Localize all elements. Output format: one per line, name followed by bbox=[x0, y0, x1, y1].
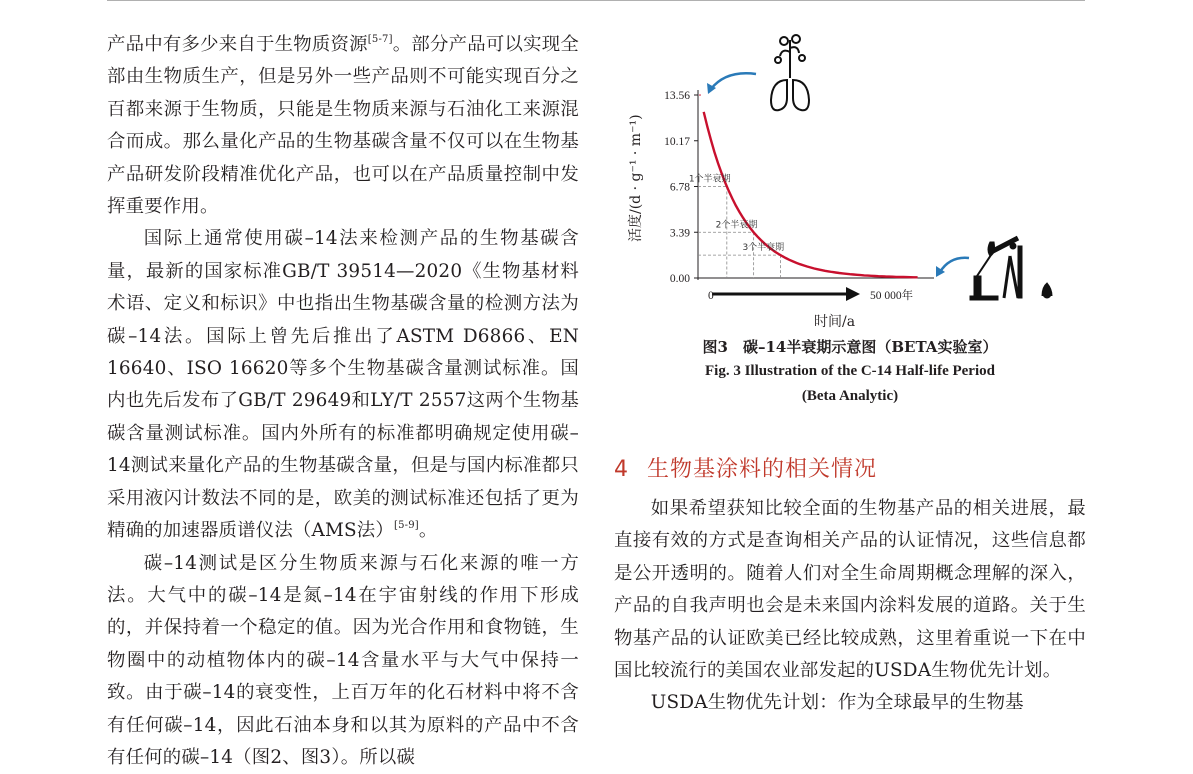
data-point bbox=[833, 271, 835, 273]
left-column bbox=[107, 29, 579, 774]
data-point bbox=[780, 254, 782, 256]
x-tick-label: 0 bbox=[708, 290, 714, 302]
data-point bbox=[914, 276, 916, 278]
figure-3 bbox=[614, 32, 1086, 432]
y-tick-label: 13.56 bbox=[664, 90, 690, 102]
text-segment: 如果希望获知比较全面的生物基产品的相关进展，最直接有效的方式是查询相关产品的认证情况，这些信息都是公开透明的。随着人们对全生命周期概念理解的深入，产品的自我声明也会是未来国内涂料发展的道路。关于生物基产品的认证欧美已经比较成熟，这里着重说一下在中国比较流行的美国农业部发起的USDA生物优先计划。 bbox=[614, 498, 1086, 681]
text-segment: 。部分产品可以实现全部由生物质生产，但是另外一些产品则不可能实现百分之百都来源于生物质，只能是生物质来源与石油化工来源混合而成。那么量化产品的生物基碳含量不仅可以在生物基产品研发阶段精准优化产品，也可以在产品质量控制中发挥重要作用。 bbox=[107, 34, 579, 217]
right-column bbox=[614, 493, 1086, 720]
data-point bbox=[806, 266, 808, 268]
arrow-icon bbox=[707, 73, 756, 94]
section-title: 生物基涂料的相关情况 bbox=[647, 457, 877, 482]
oil-pump-icon bbox=[970, 238, 1052, 300]
data-point bbox=[726, 186, 728, 188]
paragraph bbox=[614, 493, 1086, 687]
half-life-label: 1个半衰期 bbox=[689, 173, 731, 185]
paragraph bbox=[107, 223, 579, 547]
data-point bbox=[887, 276, 889, 278]
citation: [5-9] bbox=[394, 520, 419, 531]
y-tick-label: 3.39 bbox=[670, 227, 690, 239]
citation: [5-7] bbox=[368, 34, 393, 45]
y-tick-label: 0.00 bbox=[670, 273, 690, 285]
half-life-label: 3个半衰期 bbox=[742, 241, 784, 253]
text-segment: 。 bbox=[419, 520, 438, 541]
data-point bbox=[860, 274, 862, 276]
section-heading bbox=[614, 452, 877, 483]
arrow-icon bbox=[936, 258, 969, 277]
time-arrow-head bbox=[846, 287, 860, 301]
x-tick-label: 50 000年 bbox=[870, 288, 914, 302]
half-life-chart bbox=[614, 32, 1086, 332]
text-segment: 产品中有多少来自于生物质资源 bbox=[107, 34, 368, 55]
text-segment: 国际上通常使用碳–14法来检测产品的生物基碳含量，最新的国家标准GB/T 39514—2020《生物基材料术语、定义和标识》中也指出生物基碳含量的检测方法为碳–14法。国际上曾先后推出了ASTM D6866、EN 16640、ISO 16620等多个生物基碳含量测试标准。国内也先后发布了GB/T 29649和LY/T 2557这两个生物基碳含量测试标准。国内外所有的标准都明确规定使用碳–14测试来量化产品的生物基碳含量，但是与国内标准都只采用液闪计数法不同的是，欧美的测试标准还包括了更为精确的加速器质谱仪法（AMS法） bbox=[107, 228, 579, 541]
text-segment: 碳–14测试是区分生物质来源与石化来源的唯一方法。大气中的碳–14是氮–14在宇宙射线的作用下形成的，并保持着一个稳定的值。因为光合作用和食物链，生物圈中的动植物体内的碳–14含量水平与大气中保持一致。由于碳–14的衰变性，上百万年的化石材料中将不含有任何碳–14，因此石油本身和以其为原料的产品中不含有任何的碳–14（图2、图3）。所以碳 bbox=[107, 553, 579, 768]
text-segment: USDA生物优先计划：作为全球最早的生物基 bbox=[651, 692, 1024, 713]
data-point bbox=[699, 94, 701, 96]
top-rule bbox=[107, 0, 1085, 1]
y-tick-label: 6.78 bbox=[670, 182, 690, 194]
half-life-label: 2个半衰期 bbox=[716, 218, 758, 230]
section-number: 4 bbox=[614, 457, 629, 482]
figure-caption-en: Fig. 3 Illustration of the C-14 Half-life Period bbox=[614, 363, 1086, 380]
figure-caption-en-source: (Beta Analytic) bbox=[614, 388, 1086, 405]
decay-curve bbox=[704, 112, 918, 277]
x-axis-label: 时间/a bbox=[814, 314, 855, 330]
y-tick-label: 10.17 bbox=[664, 136, 690, 148]
paragraph bbox=[107, 29, 579, 223]
plant-lungs-icon bbox=[771, 35, 809, 110]
paragraph bbox=[107, 548, 579, 774]
paragraph bbox=[614, 687, 1086, 719]
y-axis-label: 活度/(d · g⁻¹ · m⁻¹) bbox=[627, 114, 644, 242]
data-point bbox=[753, 231, 755, 233]
figure-caption-zh: 图3 碳–14半衰期示意图（BETA实验室） bbox=[614, 336, 1086, 357]
